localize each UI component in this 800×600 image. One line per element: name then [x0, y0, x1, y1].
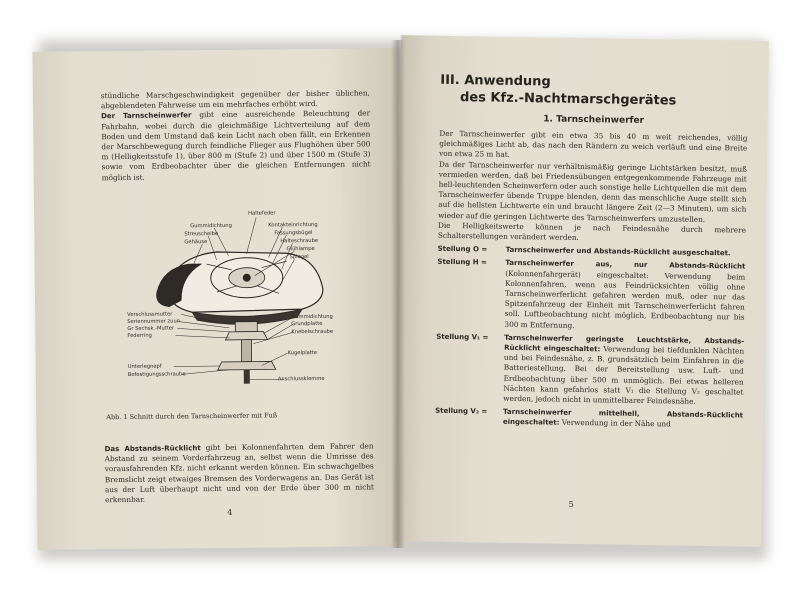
headlight-cross-section-figure — [96, 192, 368, 410]
label-seriennummer: Seriennummer zuun — [127, 318, 181, 325]
stellung-v2-label: Stellung V₂ = — [435, 407, 488, 416]
left-para-3: Das Abstands-Rücklicht gibt bei Kolonnenfahrten dem Fahrer den Abstand zu seinem Vorderfahrzeug an, selbst wenn die Umrisse des vorausfahrenden Kfz. nicht erkannt werden können. Ein schwachgelbes Bremslicht zeigt etwaiges Bremsen des Vorderwagens an. Das Gerät ist aus der Luft überhaupt nicht und von der Erde über 300 m nicht erkennbar. — [104, 441, 375, 505]
label-gehaeuse: Gehäuse — [184, 238, 208, 246]
label-streuscheibe: Streuscheibe — [184, 230, 219, 238]
label-spiegel: Spiegel — [289, 253, 309, 261]
term-tarnscheinwerfer: Der Tarnscheinwerfer — [101, 111, 192, 121]
label-fassungsbuegel: Fassungsbügel — [274, 229, 313, 237]
label-befestigungsschraube: Befestigungsschraube — [127, 371, 186, 378]
stellung-v1-text: Verwendung bei tiefdunklen Nächten und bei Feindesnähe, z. B. grundsätzlich beim Einfahren in die Batteriestellung. Bei der Bereitstellung usw. Luft- und Erdbeobachtung über 500 m unmöglich. Bei etwas helleren Nächten kann gefahrlos statt V₁ die Stellung V₂ geschaltet werden, jedoch nicht in unmittelbarer Feindesnähe. — [503, 344, 745, 406]
label-grundplatte: Grundplatte — [291, 320, 323, 328]
stellung-o-title: Tarnscheinwerfer und Abstands-Rücklicht ausgeschaltet. — [505, 246, 731, 258]
label-haltefeder: Haltefeder — [248, 210, 276, 217]
stellung-v2-title: Tarnscheinwerfer mittelhell, Abstands-Rücklicht eingeschaltet: — [502, 408, 744, 428]
label-unterlegnapf: Unterlegnapf — [127, 363, 162, 370]
label-kugelplatte: Kugelplatte — [287, 349, 318, 357]
label-verschlussmutter: Verschlussmutter — [127, 311, 173, 318]
chapter-title-line-1: III. Anwendung — [440, 72, 551, 90]
stellung-v1-label: Stellung V₁ = — [436, 332, 489, 342]
stellung-v2 — [435, 406, 743, 431]
stellung-v2-text: Verwendung in der Nähe und — [559, 418, 671, 429]
book-gutter — [391, 40, 405, 548]
chapter-title-line-2: des Kfz.-Nachtmarschgerätes — [459, 90, 677, 109]
stellung-h-text: (Kolonnenfahrgerät) eingeschaltet: Verwendung beim Kolonnenfahren, wenn aus Feindrücksichten völlig ohne Tarnscheinwerferlicht gefahren werden muß, oder nur das Spitzenfahrzeug der Einheit mit Tarnscheinwerferlicht fahren soll. Luftbeobachtung nicht möglich, Erdbeobachtung nur bis 300 m Entfernung. — [504, 268, 746, 330]
label-federring: Federring — [127, 332, 152, 339]
section-title: 1. Tarnscheinwerfer — [543, 114, 645, 126]
stellung-v1-title: Tarnscheinwerfer geringste Leuchtstärke, Abstands-Rücklicht eingeschaltet: — [504, 333, 745, 354]
right-para-1: Der Tarnscheinwerfer gibt ein etwa 35 bis 40 m weit reichendes, völlig gleichmäßiges Licht ab, das nach den Rändern zu weich verläuft und eine Breite von etwa 25 m hat. — [439, 128, 748, 160]
stellung-h-title: Tarnscheinwerfer aus, nur Abstands-Rücklicht — [505, 259, 746, 272]
right-page — [393, 35, 769, 547]
label-gr-sechskant-mutter: Gr Sechsk.-Mutter — [127, 325, 175, 332]
page-number-left: 4 — [227, 507, 233, 517]
label-halteschraube: Halteschraube — [280, 237, 319, 245]
page-number-right: 5 — [568, 499, 574, 509]
right-para-2: Da der Tarnscheinwerfer nur verhältnismäßig geringe Lichtstärken besitzt, muß vermieden werden, daß bei Friedensübungen entgegenkommende Fahrzeuge mit hell-leuchtenden Scheinwerfern oder auch sonstige helle Lichtquellen die mit dem Tarnscheinwerfer übende Truppe blenden, denn das menschliche Auge stellt sich auf die hellsten Lichtwerte ein und braucht längere Zeit (2—3 Minuten), um sich wieder auf die geringen Lichtwerte des Tarnscheinwerfers umzustellen. — [438, 159, 748, 224]
left-para-2: Der Tarnscheinwerfer gibt eine ausreichende Beleuchtung der Fahrbahn, wobei durch die gleichmäßige Lichtverteilung auf dem Boden und dem Umstand daß kein Licht nach oben fällt, ein Erkennen der Marschbewegung durch feindliche Flieger aus Flughöhen über 500 m (Helligkeitsstufe 1), über 800 m (Stufe 2) und über 1500 m (Stufe 3) sowie vom Erdbeobachter über die gleichen Entfernungen nicht möglich ist. — [101, 108, 371, 182]
left-page — [32, 48, 402, 550]
stellung-o-label: Stellung O = — [437, 244, 488, 254]
label-gluehlampe: Glühlampe — [286, 245, 315, 253]
term-abstands-ruecklicht: Das Abstands-Rücklicht — [104, 444, 201, 454]
label-gummidichtung-top: Gummidichtung — [190, 222, 232, 230]
label-gummidichtung-bottom: Gummidichtung — [291, 313, 333, 321]
stellung-v1 — [435, 332, 744, 408]
stellung-h-label: Stellung H = — [437, 258, 488, 267]
stellung-h — [436, 257, 745, 333]
label-kontakteinrichtung: Kontakteinrichtung — [268, 221, 318, 229]
left-para-1: stündliche Marschgeschwindigkeit gegenüber der bisher üblichen, abgeblendeten Fahrweise um ein mehrfaches erhöht wird. — [100, 88, 370, 111]
label-anschlussklemme: Anschlussklemme — [277, 375, 325, 383]
label-knebelschraube: Knebelschraube — [291, 328, 334, 336]
right-para-3: Die Helligkeitswerte können je nach Feindesnähe durch mehrere Schalterstellungen verändert werden. — [437, 220, 747, 242]
stellung-o — [438, 244, 746, 259]
figure-caption: Abb. 1 Schnitt durch den Tarnscheinwerfer mit Fuß — [106, 411, 278, 421]
